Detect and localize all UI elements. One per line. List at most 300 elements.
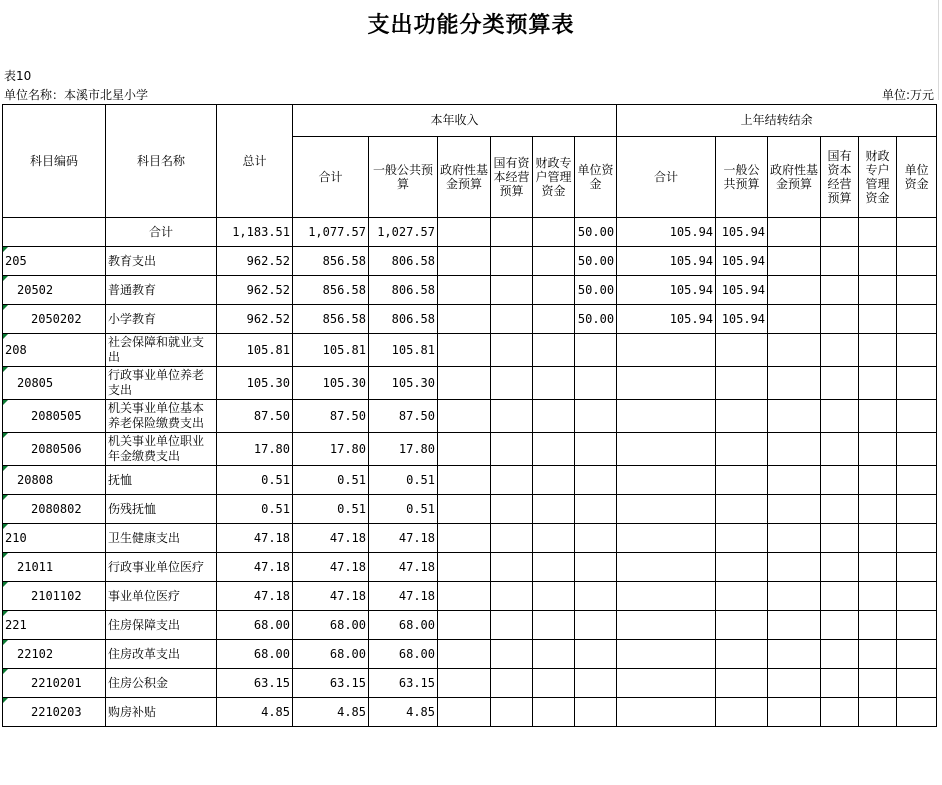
cell-marker-icon xyxy=(3,611,8,616)
total-py-general: 105.94 xyxy=(716,218,768,247)
row-cy-unit xyxy=(575,367,617,400)
row-py-state-capital xyxy=(821,553,859,582)
row-cy-govfund xyxy=(438,524,491,553)
row-code xyxy=(3,334,106,367)
row-cy-unit xyxy=(575,669,617,698)
row-py-state-capital xyxy=(821,334,859,367)
row-py-unit xyxy=(897,611,937,640)
header-code: 科目编码 xyxy=(3,105,106,218)
row-cy-state-capital xyxy=(491,400,533,433)
row-total: 0.51 xyxy=(217,466,293,495)
row-cy-govfund xyxy=(438,582,491,611)
table-row xyxy=(3,611,937,640)
cell-marker-icon xyxy=(3,669,8,674)
row-code xyxy=(3,495,106,524)
row-total: 962.52 xyxy=(217,305,293,334)
row-cy-special xyxy=(533,640,575,669)
row-py-special xyxy=(859,400,897,433)
row-total: 87.50 xyxy=(217,400,293,433)
row-code xyxy=(3,400,106,433)
total-code-cell xyxy=(3,218,106,247)
table-row xyxy=(3,367,937,400)
row-cy-special xyxy=(533,611,575,640)
table-row xyxy=(3,582,937,611)
row-py-special xyxy=(859,334,897,367)
row-cy-state-capital xyxy=(491,611,533,640)
row-cy-govfund xyxy=(438,367,491,400)
row-cy-unit xyxy=(575,495,617,524)
row-cy-sum: 4.85 xyxy=(293,698,369,727)
row-cy-govfund xyxy=(438,553,491,582)
table-row xyxy=(3,334,937,367)
row-name: 住房保障支出 xyxy=(106,611,217,640)
table-row xyxy=(3,553,937,582)
row-py-state-capital xyxy=(821,524,859,553)
row-py-govfund xyxy=(768,524,821,553)
row-total: 63.15 xyxy=(217,669,293,698)
row-cy-sum: 68.00 xyxy=(293,640,369,669)
row-code-text: 2080506 xyxy=(31,441,82,456)
row-py-govfund xyxy=(768,698,821,727)
table-row xyxy=(3,247,937,276)
row-py-state-capital xyxy=(821,495,859,524)
row-name: 教育支出 xyxy=(106,247,217,276)
row-py-unit xyxy=(897,524,937,553)
row-py-special xyxy=(859,305,897,334)
header-py-sum: 合计 xyxy=(617,137,716,218)
table-row xyxy=(3,495,937,524)
row-name: 抚恤 xyxy=(106,466,217,495)
row-py-sum xyxy=(617,669,716,698)
row-cy-sum: 856.58 xyxy=(293,247,369,276)
row-cy-sum: 47.18 xyxy=(293,524,369,553)
row-code xyxy=(3,466,106,495)
row-py-unit xyxy=(897,305,937,334)
row-cy-general: 0.51 xyxy=(369,495,438,524)
row-cy-state-capital xyxy=(491,640,533,669)
row-code-text: 2210203 xyxy=(31,704,82,719)
row-total: 4.85 xyxy=(217,698,293,727)
row-py-special xyxy=(859,495,897,524)
row-cy-unit xyxy=(575,400,617,433)
row-cy-special xyxy=(533,669,575,698)
row-py-state-capital xyxy=(821,698,859,727)
row-cy-general: 17.80 xyxy=(369,433,438,466)
total-row xyxy=(3,218,937,247)
header-cy-special: 财政专户管理资金 xyxy=(533,137,575,218)
row-py-general xyxy=(716,582,768,611)
table-row xyxy=(3,698,937,727)
row-cy-state-capital xyxy=(491,433,533,466)
cell-marker-icon xyxy=(3,247,8,252)
row-py-special xyxy=(859,553,897,582)
row-py-govfund xyxy=(768,334,821,367)
cell-marker-icon xyxy=(3,553,8,558)
row-name: 机关事业单位基本养老保险缴费支出 xyxy=(106,400,217,433)
total-label: 合计 xyxy=(106,218,217,247)
table-number: 表10 xyxy=(4,69,32,83)
row-cy-special xyxy=(533,334,575,367)
row-cy-govfund xyxy=(438,640,491,669)
row-code-text: 20808 xyxy=(17,472,54,487)
row-cy-general: 105.30 xyxy=(369,367,438,400)
row-py-state-capital xyxy=(821,400,859,433)
row-cy-state-capital xyxy=(491,698,533,727)
row-py-sum xyxy=(617,640,716,669)
row-py-state-capital xyxy=(821,305,859,334)
header-prior-year: 上年结转结余 xyxy=(617,105,937,137)
row-py-govfund xyxy=(768,640,821,669)
row-py-unit xyxy=(897,247,937,276)
row-cy-special xyxy=(533,495,575,524)
header-name: 科目名称 xyxy=(106,105,217,218)
cell-marker-icon xyxy=(3,582,8,587)
row-py-general xyxy=(716,433,768,466)
row-name: 卫生健康支出 xyxy=(106,524,217,553)
row-py-govfund xyxy=(768,276,821,305)
budget-table xyxy=(2,104,937,727)
cell-marker-icon xyxy=(3,367,8,372)
row-py-sum xyxy=(617,553,716,582)
row-py-state-capital xyxy=(821,433,859,466)
row-cy-govfund xyxy=(438,247,491,276)
row-cy-general: 806.58 xyxy=(369,276,438,305)
row-cy-general: 105.81 xyxy=(369,334,438,367)
row-cy-sum: 105.81 xyxy=(293,334,369,367)
row-cy-govfund xyxy=(438,466,491,495)
table-row xyxy=(3,466,937,495)
row-total: 962.52 xyxy=(217,276,293,305)
total-total: 1,183.51 xyxy=(217,218,293,247)
row-cy-state-capital xyxy=(491,553,533,582)
row-py-general xyxy=(716,669,768,698)
row-cy-unit xyxy=(575,582,617,611)
row-name: 行政事业单位养老支出 xyxy=(106,367,217,400)
row-py-state-capital xyxy=(821,466,859,495)
row-cy-sum: 63.15 xyxy=(293,669,369,698)
row-py-govfund xyxy=(768,247,821,276)
row-cy-sum: 856.58 xyxy=(293,276,369,305)
row-py-special xyxy=(859,367,897,400)
row-cy-general: 0.51 xyxy=(369,466,438,495)
row-cy-govfund xyxy=(438,276,491,305)
unit-label: 单位:万元 xyxy=(881,88,934,102)
row-py-general xyxy=(716,640,768,669)
row-py-general xyxy=(716,466,768,495)
row-py-state-capital xyxy=(821,247,859,276)
total-py-state-capital xyxy=(821,218,859,247)
row-py-unit xyxy=(897,433,937,466)
row-cy-unit xyxy=(575,611,617,640)
unit-name: 单位名称：本溪市北星小学 xyxy=(4,88,149,102)
total-py-unit xyxy=(897,218,937,247)
row-cy-general: 68.00 xyxy=(369,611,438,640)
row-cy-general: 4.85 xyxy=(369,698,438,727)
row-code xyxy=(3,305,106,334)
total-cy-general: 1,027.57 xyxy=(369,218,438,247)
row-py-special xyxy=(859,669,897,698)
cell-marker-icon xyxy=(3,524,8,529)
row-py-unit xyxy=(897,466,937,495)
row-py-general xyxy=(716,698,768,727)
row-py-state-capital xyxy=(821,669,859,698)
header-cy-general: 一般公共预算 xyxy=(369,137,438,218)
row-code-text: 20502 xyxy=(17,282,54,297)
total-py-govfund xyxy=(768,218,821,247)
row-name: 伤残抚恤 xyxy=(106,495,217,524)
row-py-general xyxy=(716,524,768,553)
row-py-sum xyxy=(617,524,716,553)
row-code-text: 2080802 xyxy=(31,501,82,516)
row-py-sum xyxy=(617,334,716,367)
row-py-govfund xyxy=(768,611,821,640)
row-py-state-capital xyxy=(821,367,859,400)
row-py-unit xyxy=(897,669,937,698)
row-cy-sum: 0.51 xyxy=(293,495,369,524)
row-py-general: 105.94 xyxy=(716,276,768,305)
table-row xyxy=(3,433,937,466)
row-cy-state-capital xyxy=(491,367,533,400)
row-py-unit xyxy=(897,276,937,305)
row-name: 事业单位医疗 xyxy=(106,582,217,611)
row-cy-sum: 105.30 xyxy=(293,367,369,400)
page-title: 支出功能分类预算表 xyxy=(367,12,575,38)
row-cy-govfund xyxy=(438,305,491,334)
row-cy-govfund xyxy=(438,495,491,524)
cell-marker-icon xyxy=(3,640,8,645)
row-py-govfund xyxy=(768,582,821,611)
row-cy-unit: 50.00 xyxy=(575,305,617,334)
row-total: 68.00 xyxy=(217,611,293,640)
cell-marker-icon xyxy=(3,400,8,405)
row-py-special xyxy=(859,611,897,640)
row-cy-general: 63.15 xyxy=(369,669,438,698)
cell-marker-icon xyxy=(3,698,8,703)
row-name: 购房补贴 xyxy=(106,698,217,727)
row-name: 普通教育 xyxy=(106,276,217,305)
row-cy-state-capital xyxy=(491,669,533,698)
row-py-state-capital xyxy=(821,276,859,305)
row-cy-govfund xyxy=(438,400,491,433)
row-total: 47.18 xyxy=(217,553,293,582)
row-code xyxy=(3,367,106,400)
row-py-general xyxy=(716,495,768,524)
row-code xyxy=(3,524,106,553)
row-cy-govfund xyxy=(438,433,491,466)
row-code-text: 205 xyxy=(5,253,27,268)
row-total: 0.51 xyxy=(217,495,293,524)
header-cy-state-capital: 国有资本经营预算 xyxy=(491,137,533,218)
header-total: 总计 xyxy=(217,105,293,218)
row-cy-general: 87.50 xyxy=(369,400,438,433)
row-cy-sum: 47.18 xyxy=(293,553,369,582)
header-cy-sum: 合计 xyxy=(293,137,369,218)
row-py-sum xyxy=(617,698,716,727)
row-total: 47.18 xyxy=(217,524,293,553)
row-py-sum: 105.94 xyxy=(617,247,716,276)
row-cy-state-capital xyxy=(491,334,533,367)
row-cy-special xyxy=(533,698,575,727)
row-py-govfund xyxy=(768,553,821,582)
row-py-sum xyxy=(617,400,716,433)
row-total: 47.18 xyxy=(217,582,293,611)
row-py-unit xyxy=(897,495,937,524)
row-cy-state-capital xyxy=(491,495,533,524)
row-py-general: 105.94 xyxy=(716,247,768,276)
row-py-special xyxy=(859,524,897,553)
row-py-state-capital xyxy=(821,582,859,611)
row-cy-special xyxy=(533,553,575,582)
row-py-sum xyxy=(617,433,716,466)
row-py-sum xyxy=(617,582,716,611)
row-cy-unit xyxy=(575,640,617,669)
row-cy-general: 47.18 xyxy=(369,582,438,611)
row-name: 社会保障和就业支出 xyxy=(106,334,217,367)
cell-marker-icon xyxy=(3,433,8,438)
row-cy-special xyxy=(533,466,575,495)
header-py-state-capital: 国有资本经营预算 xyxy=(821,137,859,218)
row-py-govfund xyxy=(768,495,821,524)
header-cy-govfund: 政府性基金预算 xyxy=(438,137,491,218)
row-py-sum xyxy=(617,495,716,524)
row-py-general xyxy=(716,367,768,400)
row-py-general xyxy=(716,400,768,433)
row-cy-unit xyxy=(575,553,617,582)
row-name: 行政事业单位医疗 xyxy=(106,553,217,582)
row-cy-special xyxy=(533,367,575,400)
row-py-special xyxy=(859,582,897,611)
row-py-special xyxy=(859,276,897,305)
cell-marker-icon xyxy=(3,466,8,471)
row-code-text: 20805 xyxy=(17,375,54,390)
header-py-govfund: 政府性基金预算 xyxy=(768,137,821,218)
row-py-unit xyxy=(897,553,937,582)
row-cy-state-capital xyxy=(491,466,533,495)
row-code xyxy=(3,669,106,698)
row-total: 105.81 xyxy=(217,334,293,367)
row-cy-state-capital xyxy=(491,247,533,276)
row-py-sum: 105.94 xyxy=(617,276,716,305)
row-name: 机关事业单位职业年金缴费支出 xyxy=(106,433,217,466)
row-cy-general: 68.00 xyxy=(369,640,438,669)
cell-marker-icon xyxy=(3,276,8,281)
row-py-special xyxy=(859,640,897,669)
table-row xyxy=(3,640,937,669)
table-row xyxy=(3,276,937,305)
row-code xyxy=(3,611,106,640)
row-code-text: 221 xyxy=(5,617,27,632)
header-py-general: 一般公共预算 xyxy=(716,137,768,218)
row-cy-special xyxy=(533,582,575,611)
row-cy-sum: 68.00 xyxy=(293,611,369,640)
row-py-general xyxy=(716,611,768,640)
total-py-sum: 105.94 xyxy=(617,218,716,247)
row-py-govfund xyxy=(768,669,821,698)
row-py-special xyxy=(859,433,897,466)
row-name: 住房公积金 xyxy=(106,669,217,698)
cell-marker-icon xyxy=(3,495,8,500)
row-total: 68.00 xyxy=(217,640,293,669)
row-py-general: 105.94 xyxy=(716,305,768,334)
row-py-sum xyxy=(617,367,716,400)
cell-marker-icon xyxy=(3,334,8,339)
row-name: 住房改革支出 xyxy=(106,640,217,669)
row-cy-unit xyxy=(575,334,617,367)
row-py-govfund xyxy=(768,466,821,495)
row-cy-sum: 856.58 xyxy=(293,305,369,334)
total-cy-special xyxy=(533,218,575,247)
table-row xyxy=(3,400,937,433)
row-py-special xyxy=(859,698,897,727)
row-py-special xyxy=(859,466,897,495)
row-cy-unit xyxy=(575,698,617,727)
row-cy-special xyxy=(533,433,575,466)
row-py-unit xyxy=(897,582,937,611)
row-cy-sum: 47.18 xyxy=(293,582,369,611)
row-cy-general: 47.18 xyxy=(369,553,438,582)
row-code-text: 22102 xyxy=(17,646,54,661)
row-py-state-capital xyxy=(821,611,859,640)
row-cy-unit: 50.00 xyxy=(575,276,617,305)
row-cy-special xyxy=(533,276,575,305)
row-total: 962.52 xyxy=(217,247,293,276)
row-py-general xyxy=(716,334,768,367)
total-cy-state-capital xyxy=(491,218,533,247)
row-code-text: 210 xyxy=(5,530,27,545)
row-py-unit xyxy=(897,400,937,433)
total-cy-unit: 50.00 xyxy=(575,218,617,247)
header-current-year: 本年收入 xyxy=(293,105,617,137)
row-py-sum xyxy=(617,466,716,495)
row-total: 17.80 xyxy=(217,433,293,466)
row-code-text: 2050202 xyxy=(31,311,82,326)
row-cy-govfund xyxy=(438,698,491,727)
row-py-sum: 105.94 xyxy=(617,305,716,334)
row-code-text: 208 xyxy=(5,342,27,357)
row-code-text: 2101102 xyxy=(31,588,82,603)
row-code-text: 2080505 xyxy=(31,408,82,423)
row-cy-general: 806.58 xyxy=(369,305,438,334)
row-py-govfund xyxy=(768,367,821,400)
row-py-govfund xyxy=(768,400,821,433)
row-cy-unit: 50.00 xyxy=(575,247,617,276)
header-py-unit: 单位资金 xyxy=(897,137,937,218)
row-cy-govfund xyxy=(438,334,491,367)
row-code xyxy=(3,640,106,669)
row-cy-special xyxy=(533,305,575,334)
row-py-govfund xyxy=(768,433,821,466)
row-cy-general: 806.58 xyxy=(369,247,438,276)
total-py-special xyxy=(859,218,897,247)
total-cy-sum: 1,077.57 xyxy=(293,218,369,247)
row-cy-state-capital xyxy=(491,582,533,611)
row-code xyxy=(3,553,106,582)
row-py-unit xyxy=(897,698,937,727)
row-cy-sum: 0.51 xyxy=(293,466,369,495)
total-cy-govfund xyxy=(438,218,491,247)
row-cy-govfund xyxy=(438,669,491,698)
row-cy-unit xyxy=(575,466,617,495)
row-py-unit xyxy=(897,334,937,367)
table-row xyxy=(3,524,937,553)
row-code xyxy=(3,247,106,276)
row-py-unit xyxy=(897,640,937,669)
row-cy-state-capital xyxy=(491,276,533,305)
row-cy-general: 47.18 xyxy=(369,524,438,553)
row-py-govfund xyxy=(768,305,821,334)
header-py-special: 财政专户管理资金 xyxy=(859,137,897,218)
row-cy-govfund xyxy=(438,611,491,640)
